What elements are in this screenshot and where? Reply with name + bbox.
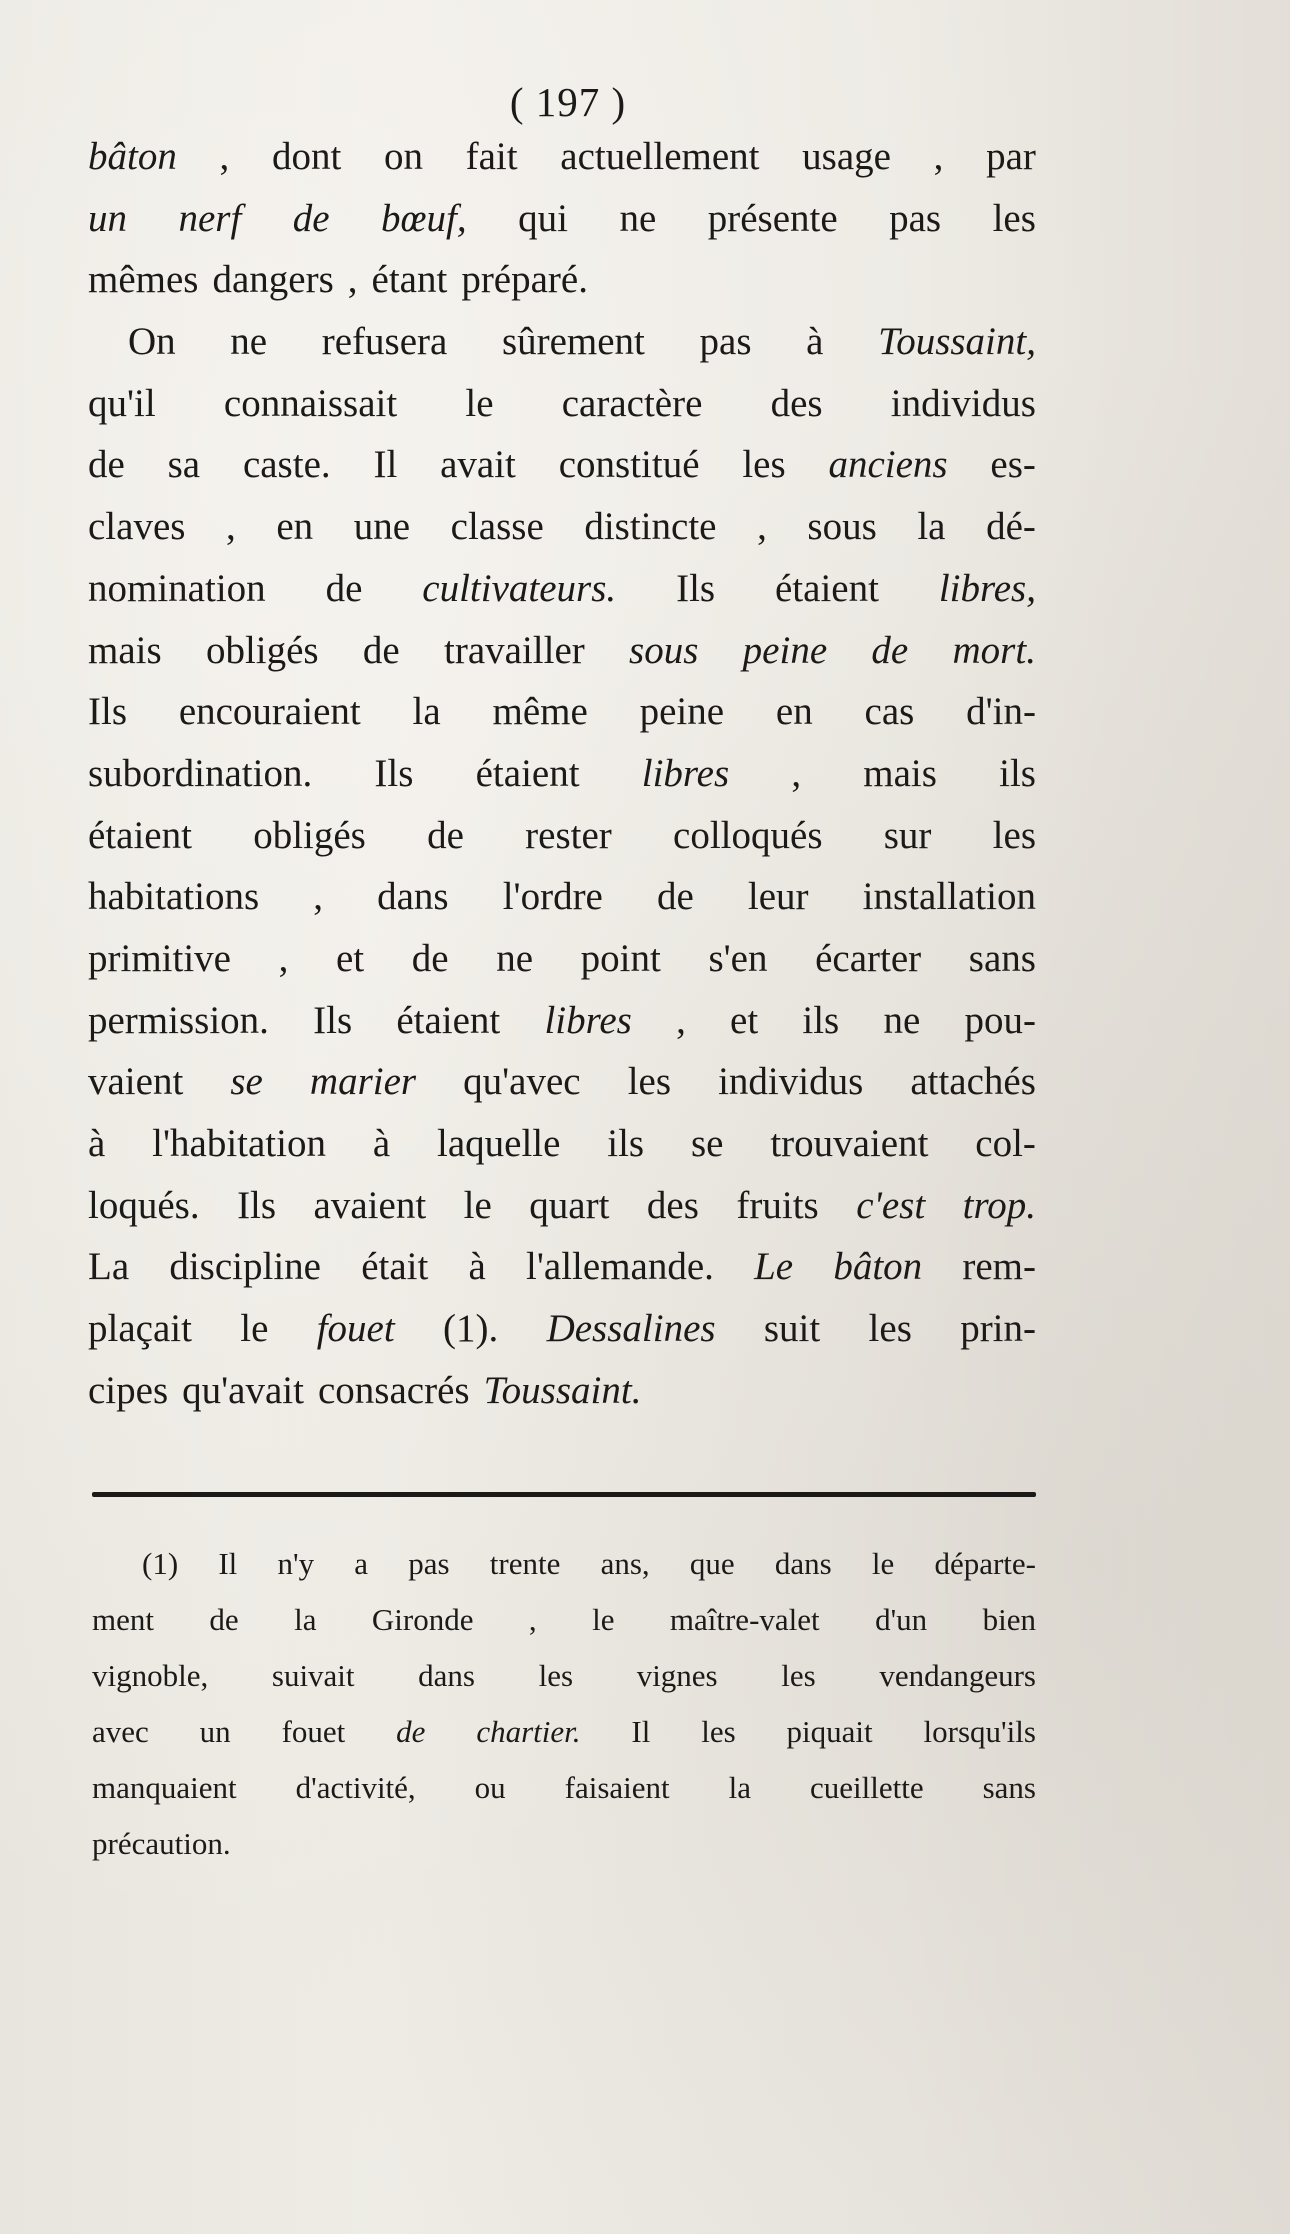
word: étaient	[774, 566, 879, 610]
word: ou	[474, 1770, 506, 1805]
word: suivait	[271, 1658, 355, 1693]
word: maître-valet	[669, 1602, 820, 1637]
word: de	[88, 443, 125, 487]
body-line	[88, 990, 1036, 1052]
word: fruits	[736, 1183, 819, 1227]
word: les	[742, 443, 786, 487]
word: ,	[347, 258, 358, 302]
word: les	[701, 1714, 736, 1749]
body-line	[88, 1113, 1036, 1175]
word: et	[730, 998, 759, 1042]
word: pou-	[964, 998, 1036, 1042]
body-line	[88, 928, 1036, 990]
word: vignes	[636, 1658, 718, 1693]
word: lorsqu'ils	[923, 1714, 1036, 1749]
word: de	[656, 875, 694, 919]
word: On	[128, 320, 176, 364]
word: l'allemande.	[526, 1245, 714, 1289]
word: dans	[377, 875, 449, 919]
word: laquelle	[436, 1122, 561, 1165]
word: ,	[676, 998, 686, 1042]
word: vaient	[88, 1060, 184, 1104]
word: dans	[418, 1658, 475, 1693]
word: a	[354, 1546, 369, 1581]
word: constitué	[558, 443, 700, 487]
word: Dessalines	[546, 1307, 716, 1351]
word: ils	[802, 998, 840, 1042]
word: sous	[629, 628, 699, 672]
word: ne	[619, 196, 657, 240]
word: ment	[92, 1602, 154, 1637]
word: trop.	[962, 1183, 1036, 1227]
word: Ils	[237, 1183, 277, 1227]
word: départe-	[934, 1546, 1036, 1581]
word: et	[335, 936, 365, 980]
footnote-line	[92, 1816, 1036, 1872]
word: avait	[440, 443, 516, 487]
word: peine	[639, 690, 725, 734]
word: en	[276, 505, 314, 549]
word: es-	[990, 443, 1036, 487]
word: par	[986, 135, 1036, 178]
footnote-line	[92, 1760, 1036, 1816]
word: obligés	[205, 628, 319, 672]
word: permission.	[88, 998, 269, 1042]
word: Ils	[313, 998, 353, 1042]
word: en	[775, 690, 813, 734]
word: colloqués	[673, 813, 823, 857]
word: la	[917, 505, 946, 549]
word: cipes	[88, 1368, 169, 1412]
word: fouet	[281, 1714, 346, 1749]
word: subordination.	[88, 751, 313, 795]
word: avec	[92, 1714, 149, 1749]
word: dé-	[986, 505, 1036, 549]
word: vendangeurs	[879, 1658, 1036, 1693]
word: d'activité,	[295, 1770, 416, 1805]
word: qu'avec	[463, 1060, 581, 1104]
word: cas	[864, 690, 915, 734]
word: d'in-	[966, 690, 1036, 734]
word: à	[806, 320, 824, 364]
word: étant	[371, 258, 448, 302]
word: à	[468, 1245, 486, 1289]
word: Ils	[676, 566, 716, 610]
word: bien	[982, 1602, 1036, 1637]
body-line	[88, 620, 1036, 682]
word: le	[465, 381, 494, 425]
body-line	[88, 434, 1036, 496]
word: quart	[529, 1183, 610, 1227]
word: de	[427, 813, 464, 857]
word: plaçait	[88, 1307, 192, 1351]
body-text	[88, 126, 1036, 1421]
word: se	[690, 1122, 724, 1165]
word: qui	[518, 196, 568, 240]
word: encouraient	[178, 690, 361, 734]
body-line	[88, 743, 1036, 805]
word: à	[372, 1122, 391, 1165]
word: les	[538, 1658, 574, 1693]
word: ne	[496, 936, 534, 980]
word: mais	[88, 628, 162, 672]
word: Il	[373, 443, 398, 487]
word: écarter	[815, 936, 922, 980]
word: consacrés	[317, 1368, 470, 1412]
word: le	[240, 1307, 269, 1351]
word: fouet	[316, 1307, 395, 1351]
word: dont	[271, 135, 342, 178]
word: dans	[774, 1546, 832, 1581]
word: libres	[641, 751, 730, 795]
word: ,	[791, 751, 802, 795]
word: qu'il	[88, 381, 156, 425]
footnote-line	[92, 1704, 1036, 1760]
word: (1)	[142, 1546, 179, 1581]
word: individus	[718, 1060, 864, 1104]
word: c'est	[856, 1183, 926, 1227]
word: se	[230, 1060, 263, 1104]
word: sa	[167, 443, 201, 487]
word: avaient	[313, 1183, 427, 1227]
word: Gironde	[371, 1602, 474, 1637]
word: Ils	[88, 690, 127, 734]
word: primitive	[88, 936, 231, 980]
word: on	[383, 135, 423, 178]
word: connaissait	[223, 381, 398, 425]
word: claves	[88, 505, 186, 549]
word: Toussaint,	[878, 320, 1036, 364]
word: ,	[219, 135, 230, 178]
word: d'un	[875, 1602, 928, 1637]
word: l'habitation	[152, 1122, 326, 1165]
word: individus	[890, 381, 1036, 425]
body-line	[88, 1175, 1036, 1237]
body-line	[88, 311, 1036, 373]
word: anciens	[828, 443, 948, 487]
word: distincte	[584, 505, 717, 549]
word: étaient	[88, 813, 192, 857]
word: faisaient	[564, 1770, 670, 1805]
word: dangers	[212, 258, 334, 302]
word: chartier.	[476, 1714, 581, 1749]
word: à	[88, 1122, 106, 1165]
word: mêmes	[88, 258, 199, 302]
word: de	[362, 628, 400, 672]
word: s'en	[708, 936, 768, 980]
body-line	[88, 805, 1036, 867]
word: un	[88, 196, 127, 240]
word: ans,	[600, 1546, 650, 1581]
body-line	[88, 681, 1036, 743]
word: la	[412, 690, 441, 734]
word: bâton	[833, 1245, 923, 1289]
word: mais	[863, 751, 937, 795]
word: prin-	[960, 1307, 1036, 1351]
word: ,	[313, 875, 323, 919]
word: n'y	[277, 1546, 315, 1581]
word: Toussaint.	[483, 1368, 642, 1412]
word: Il	[631, 1714, 651, 1749]
body-line	[88, 373, 1036, 435]
word: travailler	[444, 628, 585, 672]
word: cultivateurs.	[422, 566, 617, 610]
word: vignoble,	[92, 1658, 209, 1693]
word: les	[781, 1658, 816, 1693]
word: sans	[982, 1770, 1036, 1805]
word: le	[871, 1546, 895, 1581]
word: classe	[450, 505, 544, 549]
footnote-separator-rule	[92, 1492, 1036, 1497]
word: mort.	[952, 628, 1036, 672]
word: marier	[309, 1060, 417, 1104]
word: sur	[883, 813, 932, 857]
word: libres	[544, 998, 632, 1042]
word: étaient	[475, 751, 580, 795]
word: loqués.	[88, 1183, 200, 1227]
word: fait	[465, 135, 518, 178]
word: ,	[528, 1602, 537, 1637]
body-line	[88, 249, 1036, 311]
body-line	[88, 866, 1036, 928]
word: cueillette	[810, 1770, 924, 1805]
word: l'ordre	[502, 875, 603, 919]
footnote-line	[92, 1648, 1036, 1704]
word: caste.	[242, 443, 331, 487]
word: ils	[607, 1122, 645, 1165]
word: piquait	[786, 1714, 873, 1749]
word: les	[868, 1307, 912, 1351]
body-line	[88, 188, 1036, 250]
word: était	[361, 1245, 429, 1289]
word: pas	[889, 196, 942, 240]
word: pas	[699, 320, 752, 364]
word: de	[209, 1602, 239, 1637]
word: ,	[933, 135, 944, 178]
word: sous	[807, 505, 877, 549]
word: trouvaient	[770, 1122, 929, 1165]
word: ,	[278, 936, 289, 980]
word: précaution.	[92, 1826, 231, 1861]
word: libres,	[938, 566, 1036, 610]
word: ne	[230, 320, 268, 364]
word: La	[88, 1245, 130, 1289]
word: peine	[742, 628, 828, 672]
word: point	[580, 936, 661, 980]
body-line	[88, 1051, 1036, 1113]
word: actuellement	[560, 135, 760, 178]
word: attachés	[910, 1060, 1036, 1104]
word: ils	[999, 751, 1036, 795]
page-number: ( 197 )	[509, 79, 627, 125]
word: sûrement	[501, 320, 645, 364]
body-line	[88, 496, 1036, 558]
word: suit	[763, 1307, 821, 1351]
word: leur	[747, 875, 809, 919]
word: nomination	[88, 566, 266, 610]
footnote-line	[92, 1592, 1036, 1648]
word: une	[353, 505, 411, 549]
word: Il	[218, 1546, 238, 1581]
word: préparé.	[461, 258, 588, 302]
word: sans	[968, 936, 1036, 980]
word: caractère	[561, 381, 703, 425]
word: col-	[975, 1122, 1036, 1165]
word: rem-	[962, 1245, 1036, 1289]
word: de	[292, 196, 330, 240]
word: le	[463, 1183, 492, 1227]
word: habitations	[88, 875, 260, 919]
word: ne	[883, 998, 921, 1042]
word: obligés	[253, 813, 366, 857]
footnote-line	[92, 1536, 1036, 1592]
body-line	[88, 126, 1036, 188]
body-line	[88, 558, 1036, 620]
body-line	[88, 1236, 1036, 1298]
word: usage	[802, 135, 891, 178]
word: ,	[226, 505, 236, 549]
word: de	[411, 936, 449, 980]
word: les	[992, 813, 1036, 857]
word: bâton	[88, 135, 177, 178]
footnote	[92, 1536, 1036, 1872]
word: un	[199, 1714, 231, 1749]
word: Ils	[374, 751, 414, 795]
word: la	[294, 1602, 317, 1637]
word: installation	[862, 875, 1036, 919]
word: la	[728, 1770, 752, 1805]
word: les	[992, 196, 1036, 240]
word: discipline	[169, 1245, 321, 1289]
word: des	[646, 1183, 699, 1227]
word: présente	[707, 196, 838, 240]
word: trente	[489, 1546, 561, 1581]
body-line	[88, 1360, 1036, 1422]
word: nerf	[178, 196, 242, 240]
body-line	[88, 1298, 1036, 1360]
word: le	[592, 1602, 615, 1637]
word: Le	[754, 1245, 794, 1289]
word: rester	[525, 813, 612, 857]
word: refusera	[321, 320, 448, 364]
word: qu'avait	[182, 1368, 304, 1412]
word: les	[627, 1060, 672, 1104]
word: manquaient	[92, 1770, 237, 1805]
word: de	[871, 628, 909, 672]
word: étaient	[396, 998, 501, 1042]
word: que	[689, 1546, 735, 1581]
word: (1).	[443, 1307, 499, 1351]
word: pas	[408, 1546, 450, 1581]
word: des	[770, 381, 823, 425]
word: de	[396, 1714, 426, 1749]
word: même	[492, 690, 588, 734]
word: de	[325, 566, 363, 610]
word: ,	[757, 505, 767, 549]
word: bœuf,	[381, 196, 467, 240]
